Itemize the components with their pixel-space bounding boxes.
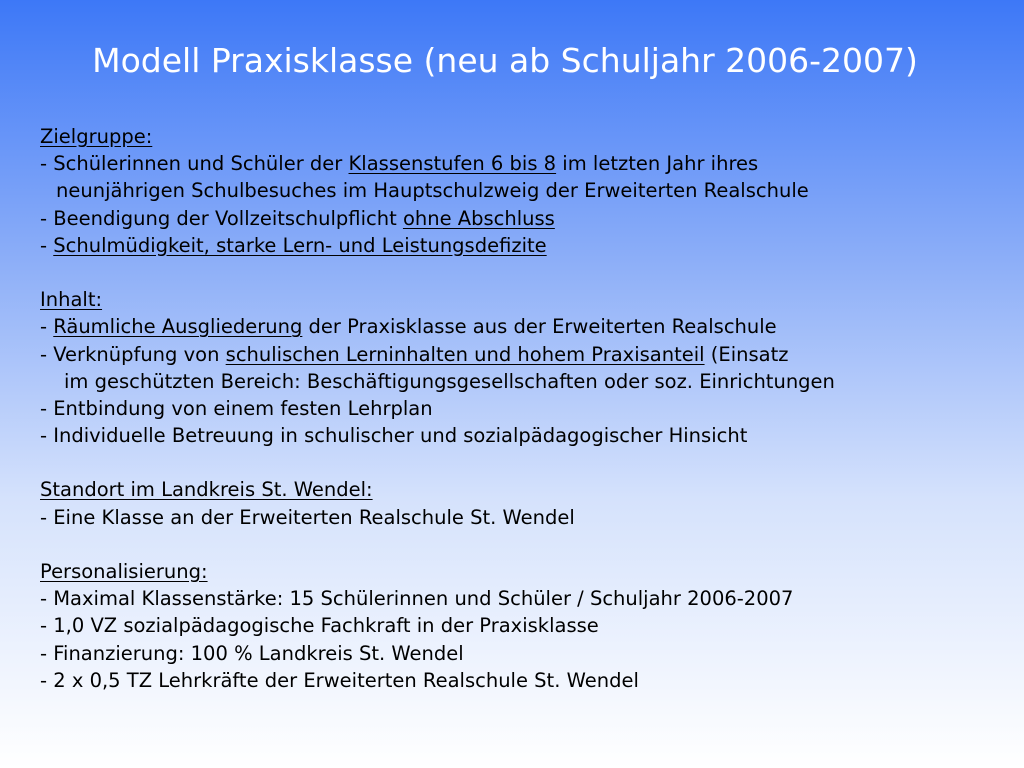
text-span: im letzten Jahr ihres — [556, 152, 759, 176]
section-heading-personal — [40, 558, 1015, 585]
personal-heading: Personalisierung: — [40, 560, 208, 583]
bullet-line: - Maximal Klassenstärke: 15 Schülerinnen und Schüler / Schuljahr 2006-2007 — [40, 587, 794, 611]
bullet-line — [40, 150, 1015, 177]
bullet-line: - 2 x 0,5 TZ Lehrkräfte der Erweiterten Realschule St. Wendel — [40, 668, 639, 692]
inhalt-heading: Inhalt: — [40, 288, 103, 312]
continuation-line: im geschützten Bereich: Beschäftigungsgesellschaften oder soz. Einrichtungen — [64, 369, 835, 393]
text-span: - — [40, 233, 54, 257]
bullet-line — [40, 341, 1015, 368]
bullet-line — [40, 205, 1015, 232]
zielgruppe-heading: Zielgruppe: — [40, 125, 153, 148]
section-heading-standort — [40, 476, 1015, 503]
underlined-text: Klassenstufen 6 bis 8 — [348, 152, 557, 176]
bullet-line: - Eine Klasse an der Erweiterten Realschule St. Wendel — [40, 505, 575, 529]
spacer — [40, 531, 1015, 558]
section-heading-inhalt — [40, 286, 1015, 313]
section-heading-zielgruppe — [40, 123, 1015, 150]
bullet-line: - Individuelle Betreuung in schulischer und sozialpädagogischer Hinsicht — [40, 424, 748, 448]
text-span: - — [40, 315, 54, 339]
bullet-line — [40, 232, 1015, 259]
continuation-line: neunjährigen Schulbesuches im Hauptschulzweig der Erweiterten Realschule — [56, 179, 809, 203]
text-span: (Einsatz — [704, 342, 789, 366]
slide-title: Modell Praxisklasse (neu ab Schuljahr 2006-2007) — [92, 41, 918, 80]
text-span: - Schülerinnen und Schüler der — [40, 152, 349, 176]
slide-body — [40, 123, 1015, 694]
underlined-text: ohne Abschluss — [402, 206, 555, 230]
bullet-line — [40, 313, 1015, 340]
underlined-text: Schulmüdigkeit, starke Lern- und Leistungsdefizite — [53, 233, 547, 257]
bullet-line: - Entbindung von einem festen Lehrplan — [40, 396, 433, 420]
text-span: - Beendigung der Vollzeitschulpflicht — [40, 206, 403, 230]
underlined-text: schulischen Lerninhalten und hohem Praxisanteil — [225, 342, 705, 366]
bullet-line: - 1,0 VZ sozialpädagogische Fachkraft in der Praxisklasse — [40, 614, 599, 638]
text-span: der Praxisklasse aus der Erweiterten Realschule — [302, 315, 777, 339]
underlined-text: Räumliche Ausgliederung — [53, 315, 303, 339]
standort-heading: Standort im Landkreis St. Wendel: — [40, 478, 373, 502]
spacer — [40, 259, 1015, 286]
bullet-line: - Finanzierung: 100 % Landkreis St. Wendel — [40, 641, 464, 665]
spacer — [40, 449, 1015, 476]
text-span: - Verknüpfung von — [40, 342, 226, 366]
